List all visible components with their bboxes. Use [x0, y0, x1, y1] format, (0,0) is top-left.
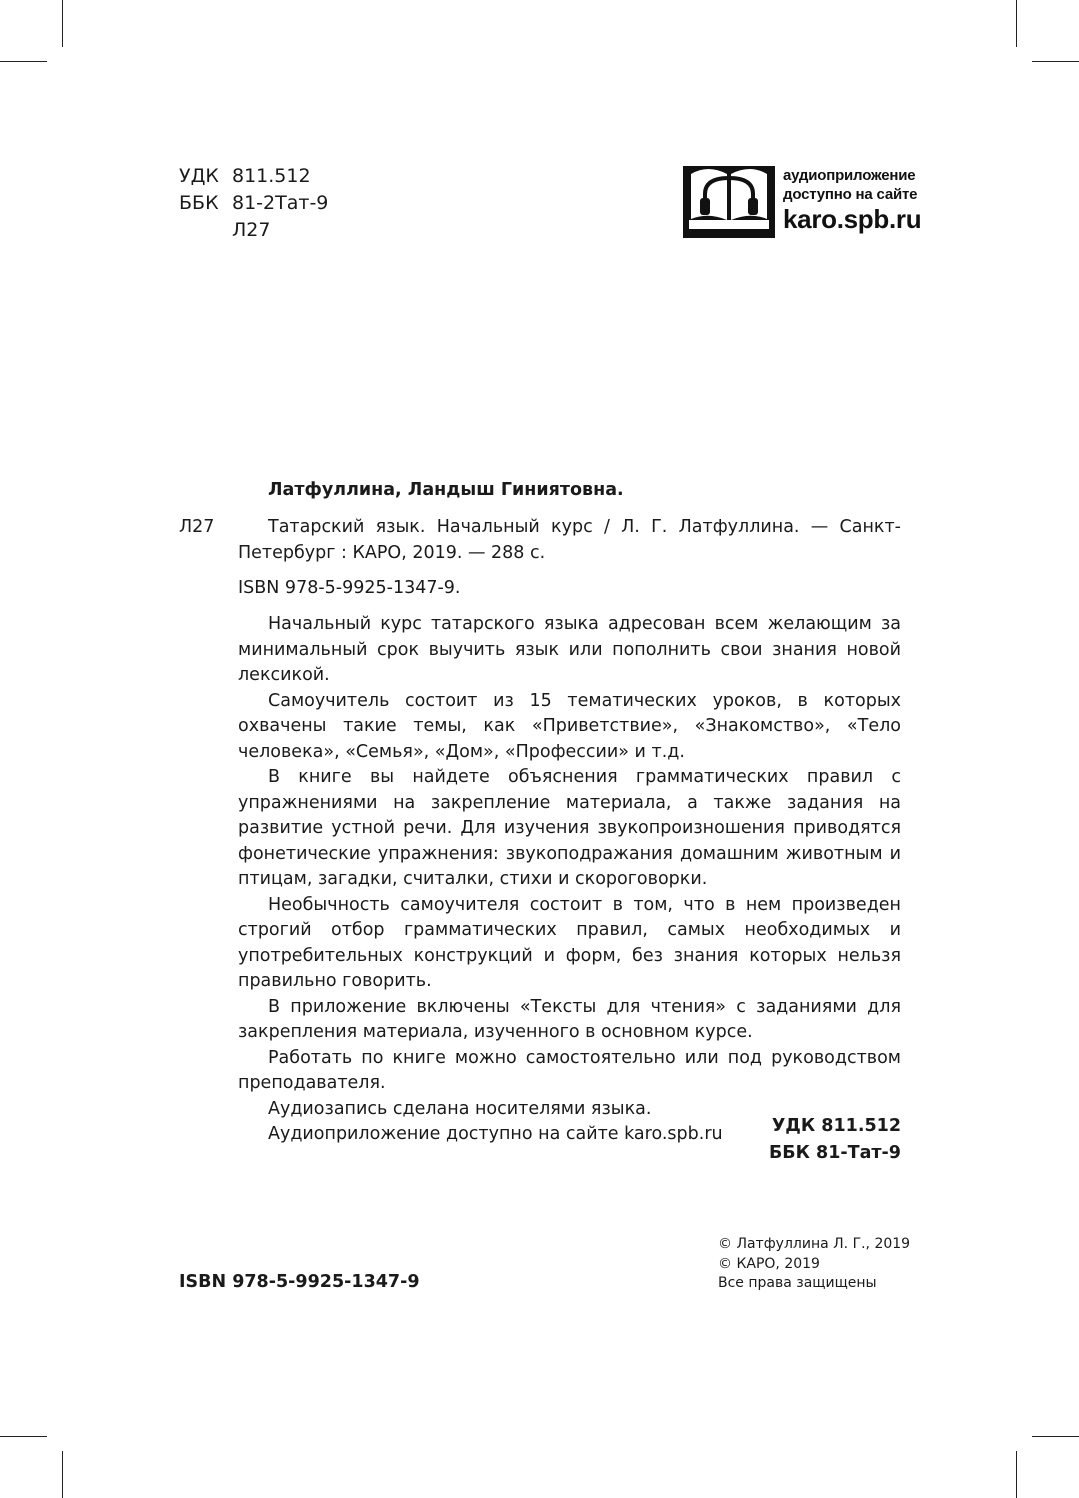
bibliographic-entry: [179, 514, 901, 566]
udc-label: УДК: [179, 165, 219, 187]
classification-codes: [769, 1113, 901, 1167]
annotation-paragraph: Необычность самоучителя состоит в том, что в нем произведен строгий отбор грамматических правил, самых необходимых и употребительных конструкций и форм, без знания которых нельзя правильно говорить.: [238, 894, 901, 991]
crop-mark: [62, 0, 63, 47]
annotation-paragraph: В приложение включены «Тексты для чтения» с заданиями для закрепления материала, изученного в основном курсе.: [238, 996, 901, 1042]
annotation-paragraph: Самоучитель состоит из 15 тематических уроков, в которых охвачены такие темы, как «Приветствие», «Знакомство», «Тело человека», «Семья», «Дом», «Профессии» и т.д.: [238, 690, 901, 762]
copyright-line: Все права защищены: [718, 1275, 877, 1291]
crop-mark: [62, 1451, 63, 1498]
crop-mark: [1032, 1436, 1079, 1437]
author-heading: Латфуллина, Ландыш Гиниятовна.: [268, 480, 624, 500]
crop-mark: [1032, 61, 1079, 62]
udk-code: УДК 811.512: [771, 1116, 901, 1136]
crop-mark: [0, 1436, 47, 1437]
crop-mark: [1016, 0, 1017, 47]
crop-mark: [1016, 1451, 1017, 1498]
bbk-code: ББК 81-Тат-9: [768, 1143, 901, 1163]
entry-title: Татарский язык. Начальный курс / Л. Г. Латфуллина. — Санкт-Петербург : КАРО, 2019. — 288 с.: [238, 517, 901, 563]
author-sign-label: [179, 217, 232, 244]
logo-line-2: доступно на сайте: [783, 186, 918, 203]
annotation-paragraph: Начальный курс татарского языка адресован всем желающим за минимальный срок выучить язык или пополнить свои знания новой лексикой.: [238, 614, 901, 685]
bbk-label: ББК: [179, 192, 219, 214]
copyright-line: © КАРО, 2019: [718, 1255, 820, 1272]
author-sign-row: [179, 217, 328, 244]
annotation-paragraph: Аудиоприложение доступно на сайте karo.spb.ru: [268, 1124, 723, 1144]
audio-app-logo: [683, 162, 921, 238]
annotation-paragraph: Работать по книге можно самостоятельно или под руководством преподавателя.: [238, 1047, 901, 1093]
annotation: [238, 612, 901, 1148]
logo-site: karo.spb.ru: [783, 204, 922, 234]
isbn-line: ISBN 978-5-9925-1347-9.: [238, 578, 461, 598]
crop-mark: [0, 61, 47, 62]
udc-value: 811.512: [232, 165, 311, 187]
udc-row: [179, 163, 328, 190]
logo-line-1: аудиоприложение: [783, 167, 916, 184]
annotation-paragraph: В книге вы найдете объяснения грамматических правил с упражнениями на закрепление материала, а также задания на развитие устной речи. Для изучения звукопроизношения приводятся фонетические упражнения: звукоподражания домашним животным и птицам, загадки, считалки, стихи и скороговорки.: [238, 767, 901, 889]
isbn-bold: ISBN 978-5-9925-1347-9: [179, 1272, 420, 1292]
author-sign-value: Л27: [232, 219, 271, 241]
bbk-value: 81-2Тат-9: [232, 192, 329, 214]
logo-text: [783, 166, 921, 234]
entry-code: Л27: [179, 517, 215, 537]
annotation-paragraph: Аудиозапись сделана носителями языка.: [268, 1098, 652, 1119]
classification-block: [179, 163, 328, 244]
copyright-block: [718, 1235, 910, 1294]
copyright-line: © Латфуллина Л. Г., 2019: [718, 1236, 911, 1252]
open-book-headphones-icon: [683, 162, 775, 238]
bbk-row: [179, 190, 328, 217]
